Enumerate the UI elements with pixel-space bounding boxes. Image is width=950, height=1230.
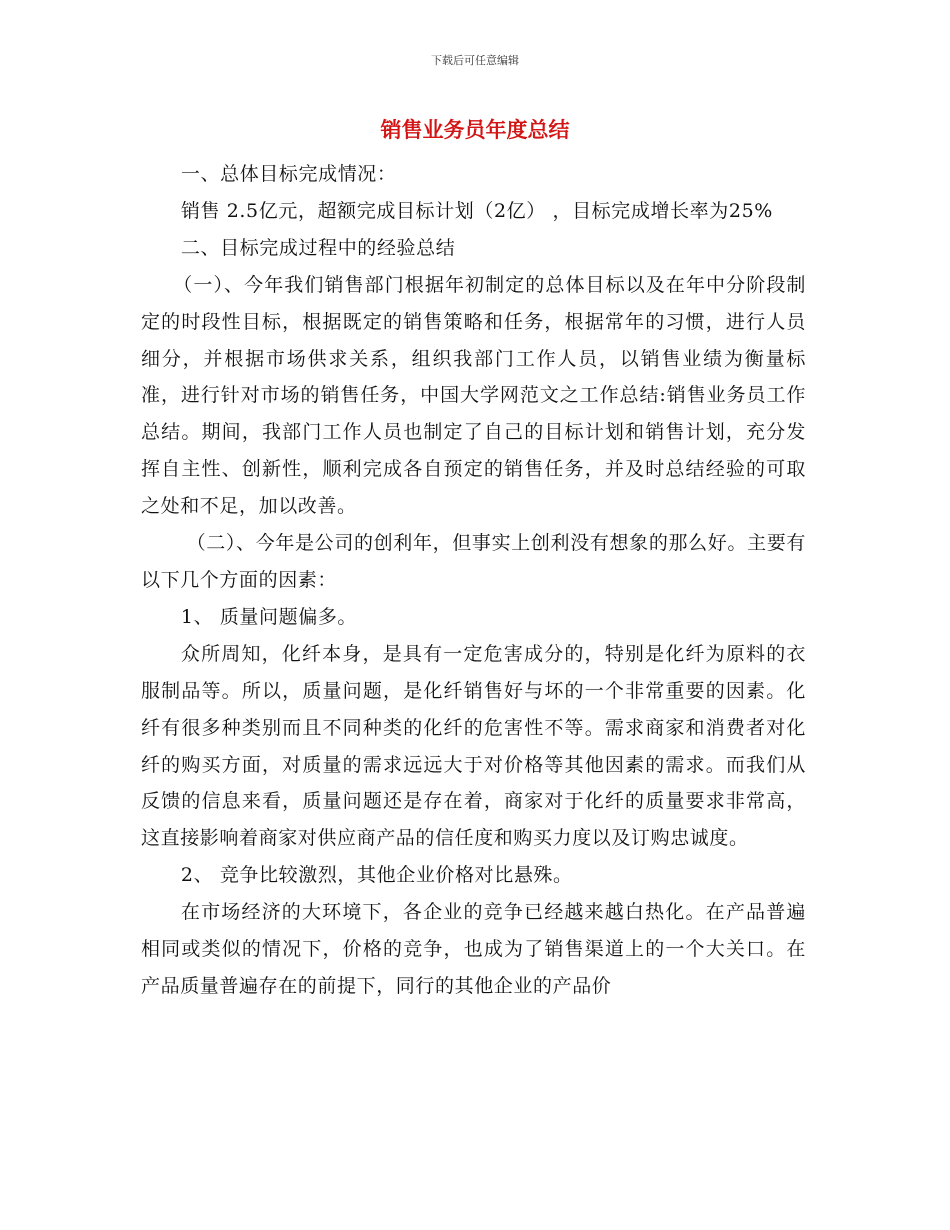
section-heading-2: 二、目标完成过程中的经验总结: [180, 236, 456, 259]
document-body: [141, 156, 806, 1005]
paragraph-competition: 在市场经济的大环境下，各企业的竞争已经越来越白热化。在产品普遍相同或类似的情况下，价格的竞争，也成为了销售渠道上的一个大关口。在产品质量普遍存在的前提下，同行的其他企业的产品价: [141, 901, 806, 997]
paragraph-experience-2: （二）、今年是公司的创利年，但事实上创利没有想象的那么好。主要有以下几个方面的因素：: [141, 532, 806, 591]
paragraph-experience-1: （一）、今年我们销售部门根据年初制定的总体目标以及在年中分阶段制定的时段性目标，根据既定的销售策略和任务，根据常年的习惯，进行人员细分，并根据市场供求关系，组织我部门工作人员，以销售业绩为衡量标准，进行针对市场的销售任务，中国大学网范文之工作总结:销售业务员工作总结。期间，我部门工作人员也制定了自己的目标计划和销售计划，充分发挥自主性、创新性，顺利完成各自预定的销售任务，并及时总结经验的可取之处和不足，加以改善。: [141, 273, 806, 518]
paragraph-sales-result: 销售 2.5亿元，超额完成目标计划（2亿） ，目标完成增长率为25%: [180, 199, 773, 222]
page-header-note: 下载后可任意编辑: [431, 54, 519, 67]
list-item-2-heading: 2、 竞争比较激烈，其他企业价格对比悬殊。: [180, 864, 573, 887]
document-title: 销售业务员年度总结: [380, 118, 570, 142]
paragraph-quality: 众所周知，化纤本身，是具有一定危害成分的，特别是化纤为原料的衣服制品等。所以，质量问题，是化纤销售好与坏的一个非常重要的因素。化纤有很多种类别而且不同种类的化纤的危害性不等。需求商家和消费者对化纤的购买方面，对质量的需求远远大于对价格等其他因素的需求。而我们从反馈的信息来看，质量问题还是存在着，商家对于化纤的质量要求非常高，这直接影响着商家对供应商产品的信任度和购买力度以及订购忠诚度。: [141, 642, 806, 850]
section-heading-1: 一、总体目标完成情况：: [180, 163, 397, 185]
list-item-1-heading: 1、 质量问题偏多。: [180, 605, 358, 628]
